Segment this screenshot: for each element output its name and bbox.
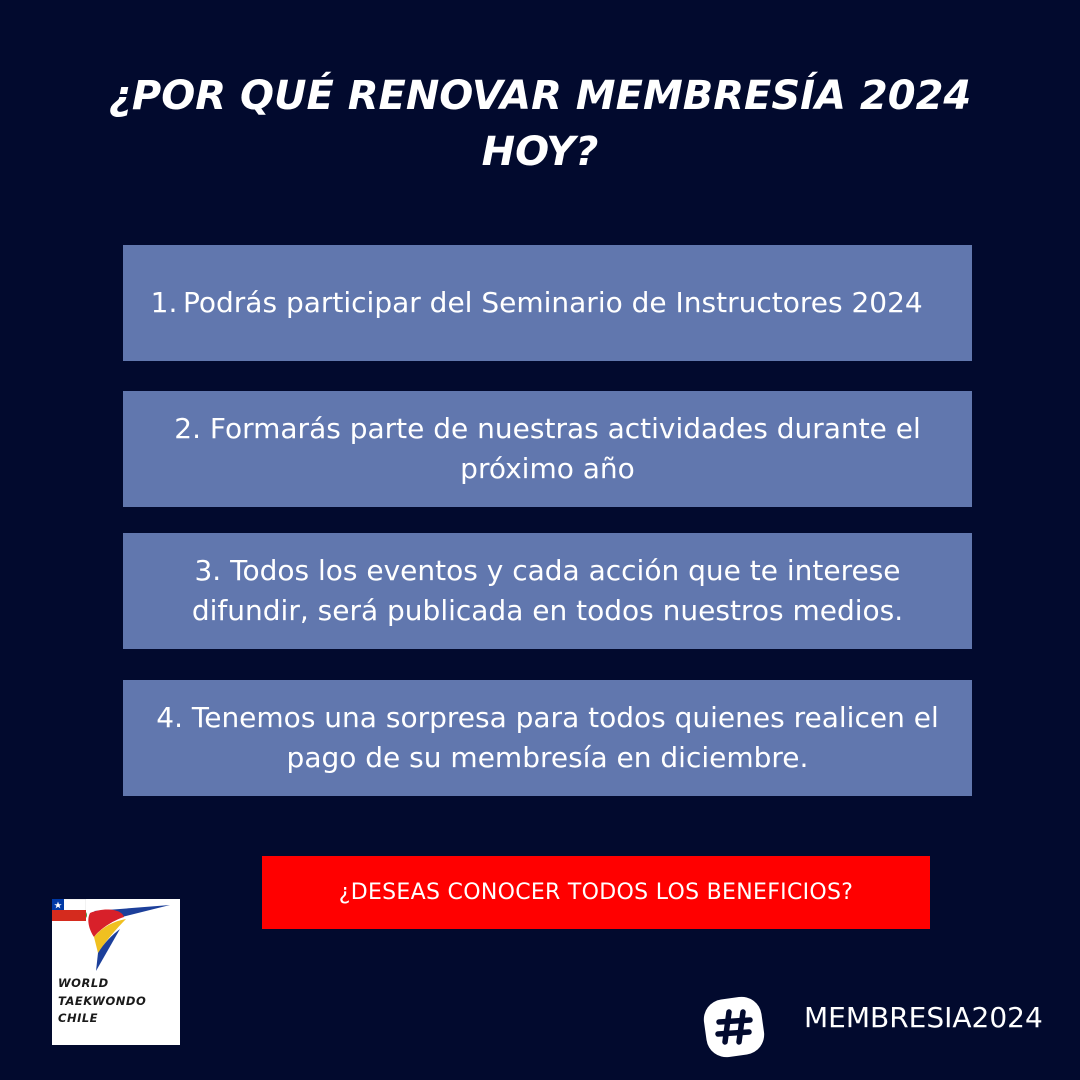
logo-text-taekwondo: TAEKWONDO	[58, 994, 147, 1008]
page-title	[60, 68, 1020, 180]
benefit-text-line2: difundir, será publicada en todos nuestros medios.	[191, 594, 904, 627]
logo-text-world: WORLD	[58, 976, 109, 990]
page-title-line1: ¿POR QUÉ RENOVAR MEMBRESÍA 2024	[108, 73, 972, 119]
benefit-card-1	[123, 245, 972, 361]
hashtag-label: MEMBRESIA2024	[804, 1001, 1043, 1034]
benefit-text-line2: pago de su membresía en diciembre.	[286, 741, 809, 774]
benefit-text: Podrás participar del Seminario de Instructores 2024	[183, 286, 923, 319]
benefit-card-4	[123, 680, 972, 796]
benefit-card-2	[123, 391, 972, 507]
benefits-cta-button[interactable]: ¿DESEAS CONOCER TODOS LOS BENEFICIOS?	[262, 856, 930, 929]
page-title-line2: HOY?	[481, 129, 599, 175]
benefit-number: 1.	[150, 286, 178, 319]
chile-flag-icon	[52, 899, 86, 921]
logo-text-chile: CHILE	[58, 1011, 99, 1025]
benefit-text-line1: 2. Formarás parte de nuestras actividades durante el	[174, 412, 921, 445]
world-taekwondo-chile-logo	[52, 899, 180, 1045]
benefit-text-line2: próximo año	[460, 452, 635, 485]
benefit-text-line1: 4. Tenemos una sorpresa para todos quienes realicen el	[156, 701, 939, 734]
hashtag-icon	[703, 996, 765, 1058]
benefit-text-line1: 3. Todos los eventos y cada acción que te interese	[194, 554, 901, 587]
benefit-card-3	[123, 533, 972, 649]
